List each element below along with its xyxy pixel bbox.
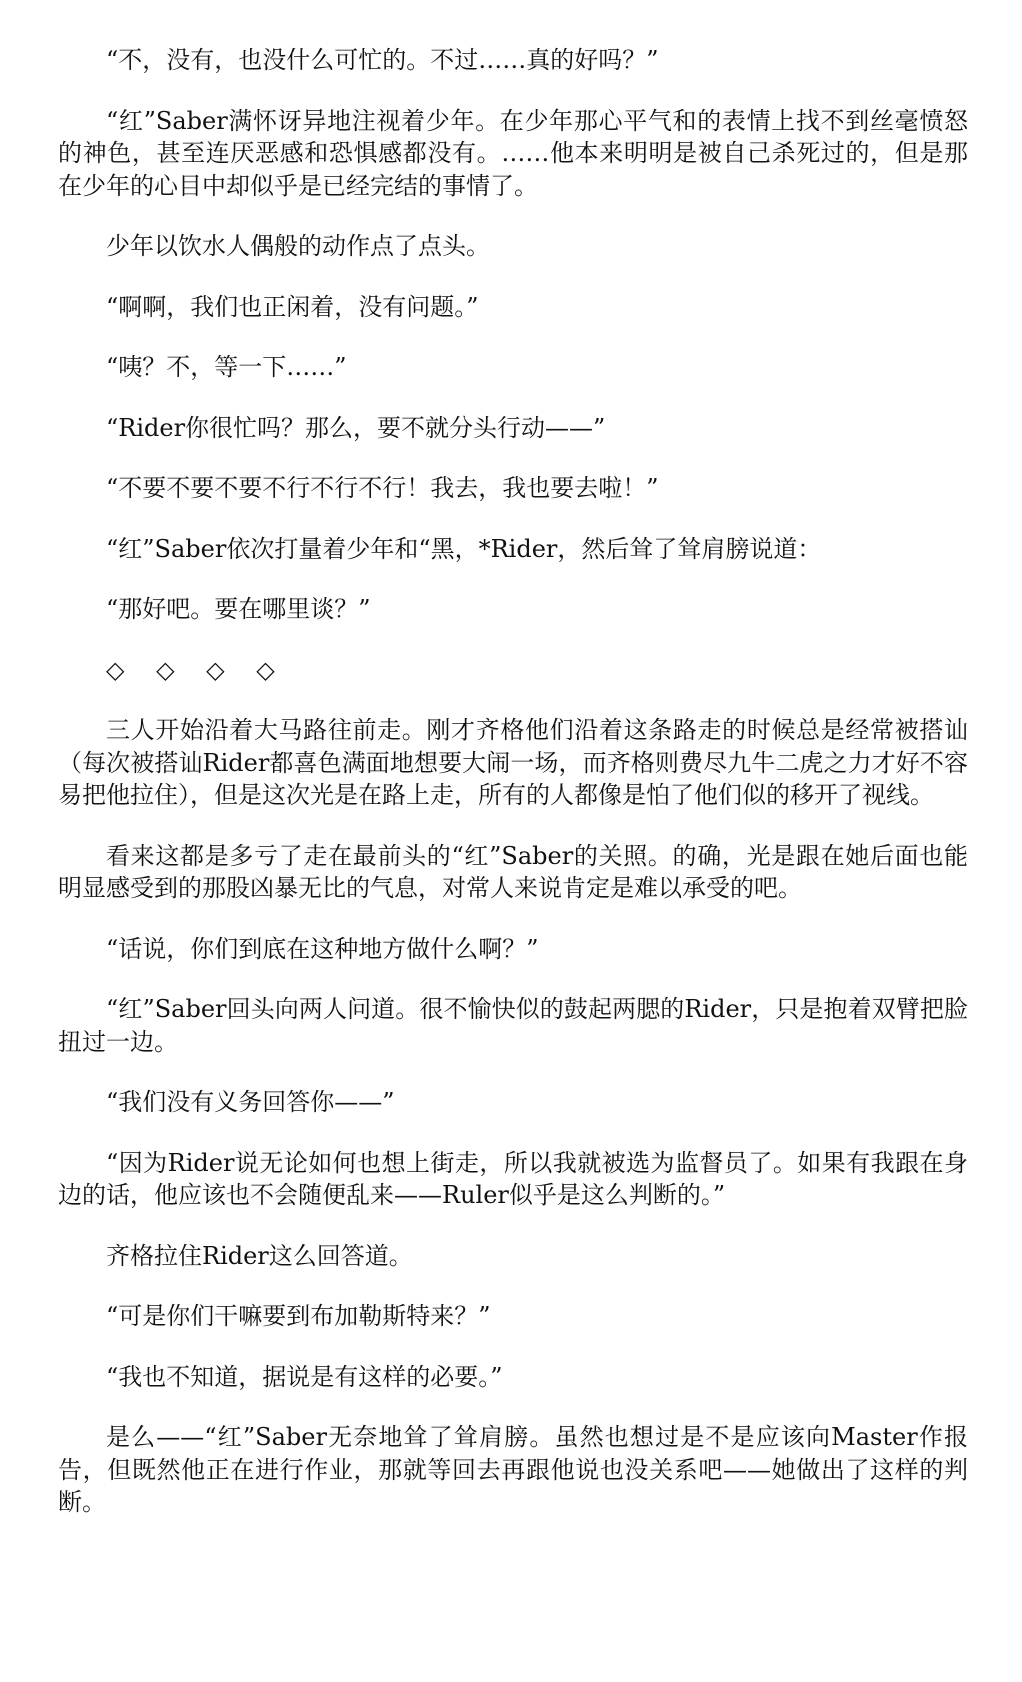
paragraph: 齐格拉住Rider这么回答道。: [106, 1241, 413, 1270]
paragraph: 三人开始沿着大马路往前走。刚才齐格他们沿着这条路走的时候总是经常被搭讪（每次被搭讪Rider都喜色满面地想要大闹一场，而齐格则费尽九牛二虎之力才好不容易把他拉住），但是这次光是在路上走，所有的人都像是怕了他们似的移开了视线。: [58, 716, 968, 809]
paragraph: 看来这都是多亏了走在最前头的“红”Saber的关照。的确，光是跟在她后面也能明显感受到的那股凶暴无比的气息，对常人来说肯定是难以承受的吧。: [58, 841, 968, 902]
document-page: [58, 44, 968, 1547]
paragraph: “红”Saber回头向两人问道。很不愉快似的鼓起两腮的Rider，只是抱着双臂把脸扭过一边。: [58, 995, 968, 1056]
paragraph: 少年以饮水人偶般的动作点了点头。: [106, 232, 490, 260]
paragraph: “话说，你们到底在这种地方做什么啊？”: [106, 934, 539, 963]
paragraph: “不要不要不要不行不行不行！我去，我也要去啦！”: [106, 474, 659, 502]
paragraph: “因为Rider说无论如何也想上街走，所以我就被选为监督员了。如果有我跟在身边的话，他应该也不会随便乱来——Ruler似乎是这么判断的。”: [58, 1148, 968, 1209]
paragraph: “咦？不，等一下……”: [106, 353, 347, 381]
paragraph: “可是你们干嘛要到布加勒斯特来？”: [106, 1302, 491, 1330]
paragraph: “我们没有义务回答你——”: [106, 1088, 395, 1116]
paragraph: “那好吧。要在哪里谈？”: [106, 595, 371, 623]
paragraph: “Rider你很忙吗？那么，要不就分头行动——”: [106, 413, 606, 442]
paragraph: “我也不知道，据说是有这样的必要。”: [106, 1362, 503, 1391]
paragraph: “红”Saber满怀讶异地注视着少年。在少年那心平气和的表情上找不到丝毫愤怒的神色，甚至连厌恶感和恐惧感都没有。……他本来明明是被自己杀死过的，但是那在少年的心目中却似乎是已经完结的事情了。: [58, 106, 968, 200]
paragraph: “红”Saber依次打量着少年和“黑，*Rider，然后耸了耸肩膀说道：: [106, 534, 822, 563]
paragraph: 是么——“红”Saber无奈地耸了耸肩膀。虽然也想过是不是应该向Master作报告，但既然他正在进行作业，那就等回去再跟他说也没关系吧——她做出了这样的判断。: [58, 1423, 968, 1516]
paragraph: “啊啊，我们也正闲着，没有问题。”: [106, 292, 479, 321]
paragraph: “不，没有，也没什么可忙的。不过……真的好吗？”: [106, 46, 659, 74]
scene-break-divider: ◇ ◇ ◇ ◇: [106, 655, 287, 684]
